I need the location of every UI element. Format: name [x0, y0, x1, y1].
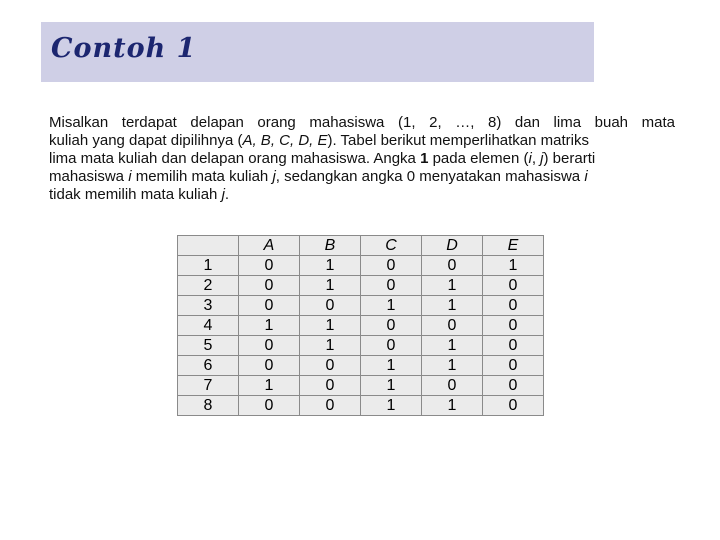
table-cell: 1: [361, 396, 422, 416]
row-label: 5: [178, 336, 239, 356]
italic-var: j: [540, 150, 544, 167]
word: delapan: [190, 114, 244, 131]
table-cell: 1: [361, 356, 422, 376]
table-cell: 0: [422, 256, 483, 276]
table-row: [178, 316, 544, 336]
word: lima: [553, 114, 582, 131]
table-cell: 1: [422, 396, 483, 416]
text-run: .: [224, 186, 230, 203]
course-letters: A, B, C, D, E: [242, 132, 328, 149]
word: …,: [455, 114, 475, 131]
word: 8): [487, 114, 502, 131]
table-row: [178, 356, 544, 376]
table-cell: 1: [300, 276, 361, 296]
text-run: mahasiswa: [49, 168, 129, 185]
row-label: 6: [178, 356, 239, 376]
word: orang: [257, 114, 296, 131]
text-run: , sedangkan angka 0 menyatakan mahasiswa: [275, 168, 585, 185]
problem-paragraph: [49, 114, 675, 204]
italic-var: j: [272, 168, 276, 185]
table-cell: 1: [361, 376, 422, 396]
table-cell: 1: [239, 376, 300, 396]
table-cell: 0: [361, 336, 422, 356]
row-label: 7: [178, 376, 239, 396]
table-cell: 0: [422, 316, 483, 336]
text-run: lima mata kuliah dan delapan orang mahasiswa. Angka: [49, 150, 421, 167]
table-cell: 0: [483, 396, 544, 416]
table-cell: 1: [422, 276, 483, 296]
table-cell: 1: [422, 336, 483, 356]
column-header: E: [483, 236, 544, 256]
paragraph-line-3: [49, 150, 675, 168]
table-cell: 0: [483, 336, 544, 356]
table-cell: 0: [239, 296, 300, 316]
table-cell: 0: [483, 376, 544, 396]
word: terdapat: [121, 114, 177, 131]
table-cell: 0: [300, 356, 361, 376]
table-cell: 1: [300, 256, 361, 276]
table-cell: 0: [239, 336, 300, 356]
slide-title: Contoh 1: [51, 33, 197, 64]
table-row: [178, 256, 544, 276]
text-run: memilih mata kuliah: [131, 168, 273, 185]
table-cell: 1: [361, 296, 422, 316]
word: 2,: [429, 114, 442, 131]
table-cell: 0: [422, 376, 483, 396]
row-label: 3: [178, 296, 239, 316]
row-label: 4: [178, 316, 239, 336]
paragraph-line-2: [49, 132, 675, 150]
word: mahasiswa: [309, 114, 385, 131]
table-cell: 0: [239, 276, 300, 296]
text-run: kuliah yang dapat dipilihnya (: [49, 132, 243, 149]
text-run: ). Tabel berikut memperlihatkan matriks: [327, 132, 589, 149]
word: (1,: [398, 114, 416, 131]
table-header-row: [178, 236, 544, 256]
row-label: 2: [178, 276, 239, 296]
paragraph-line-5: [49, 186, 675, 204]
table-row: [178, 376, 544, 396]
word: buah: [594, 114, 629, 131]
italic-var: i: [128, 168, 132, 185]
table-cell: 1: [300, 336, 361, 356]
table-row: [178, 336, 544, 356]
table-cell: 0: [361, 256, 422, 276]
table-cell: 0: [300, 296, 361, 316]
text-run: tidak memilih mata kuliah: [49, 186, 222, 203]
paragraph-line-1: [49, 114, 675, 132]
table-row: [178, 276, 544, 296]
word: mata: [641, 114, 675, 131]
corner-cell: [178, 236, 239, 256]
table-cell: 0: [361, 276, 422, 296]
column-header: C: [361, 236, 422, 256]
table-cell: 0: [361, 316, 422, 336]
table-cell: 0: [483, 316, 544, 336]
row-label: 8: [178, 396, 239, 416]
table-cell: 0: [483, 276, 544, 296]
table-cell: 0: [239, 256, 300, 276]
column-header: B: [300, 236, 361, 256]
text-run: ) berarti: [543, 150, 596, 167]
italic-var: j: [221, 186, 225, 203]
text-run: ,: [531, 150, 541, 167]
paragraph-line-4: [49, 168, 675, 186]
italic-var: i: [528, 150, 532, 167]
table-cell: 1: [422, 356, 483, 376]
word: dan: [514, 114, 540, 131]
table-cell: 0: [483, 296, 544, 316]
title-bar: [41, 22, 594, 82]
selection-matrix-table: [177, 235, 544, 416]
table-cell: 0: [483, 356, 544, 376]
italic-var: i: [584, 168, 588, 185]
table-cell: 1: [483, 256, 544, 276]
row-label: 1: [178, 256, 239, 276]
table-cell: 0: [239, 396, 300, 416]
table-row: [178, 396, 544, 416]
table-cell: 1: [239, 316, 300, 336]
table-row: [178, 296, 544, 316]
column-header: A: [239, 236, 300, 256]
table-cell: 0: [300, 376, 361, 396]
column-header: D: [422, 236, 483, 256]
table-cell: 1: [422, 296, 483, 316]
bold-number: 1: [420, 150, 429, 167]
text-run: pada elemen (: [428, 150, 529, 167]
word: Misalkan: [49, 114, 109, 131]
table-cell: 0: [239, 356, 300, 376]
table-cell: 1: [300, 316, 361, 336]
table-cell: 0: [300, 396, 361, 416]
